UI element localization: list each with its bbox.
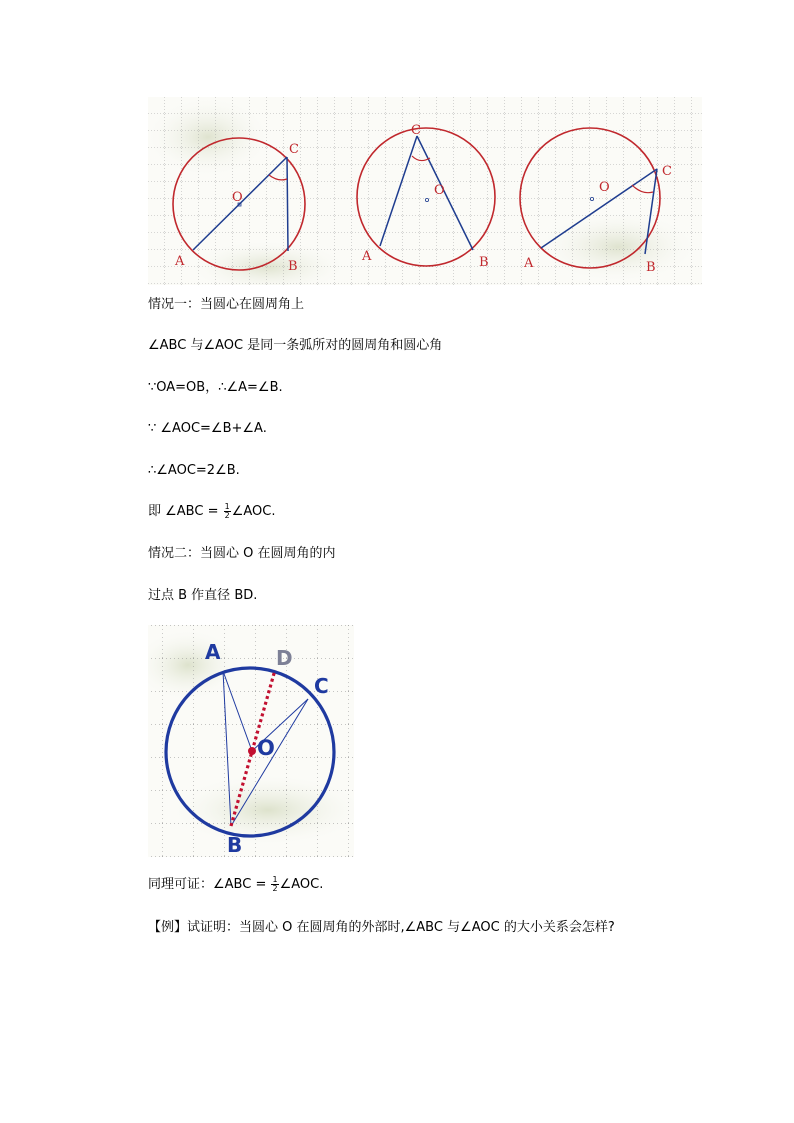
diameter-statement: 过点 B 作直径 BD. [148,588,258,603]
figure-diameter-bd [148,625,354,857]
label-o-2: O [434,183,445,198]
arc-statement: ∠ABC 与∠AOC 是同一条弧所对的圆周角和圆心角 [148,338,443,353]
case1-title: 情况一：当圆心在圆周角上 [148,297,305,312]
label-a: A [205,640,221,664]
same-suffix: ∠AOC. [279,877,324,892]
label-b-1: B [288,259,298,274]
label-o-1: O [232,190,243,205]
segment-cb-1 [287,157,288,251]
label-d: D [276,646,293,670]
aoc-2b-statement: ∴∠AOC=2∠B. [148,463,240,478]
fraction-half: $\frac{1}{2}$ [224,502,230,520]
same-proof-statement [148,875,323,895]
label-o-3: O [599,180,610,195]
case2-title: 情况二：当圆心 O 在圆周角的内 [148,546,336,561]
label-c: C [314,674,329,698]
label-c-3: C [662,164,672,179]
label-b-3: B [646,260,656,275]
oa-ob-statement: ∵OA=OB，∴∠A=∠B. [148,380,283,395]
label-a-1: A [175,254,185,269]
label-c-1: C [289,142,299,157]
ji-suffix: ∠AOC. [231,504,276,519]
label-b: B [227,833,243,857]
label-c-2: C [411,123,421,138]
label-a-3: A [524,256,534,271]
ji-statement [148,502,275,522]
fraction-half-2: $\frac{1}{2}$ [272,875,278,893]
example-question: 【例】试证明：当圆心 O 在圆周角的外部时,∠ABC 与∠AOC 的大小关系会怎样? [148,920,615,935]
ji-prefix: 即 ∠ABC = [148,504,219,519]
figure-diameter-bd-svg [148,625,354,857]
same-prefix: 同理可证：∠ABC = [148,877,267,892]
aoc-sum-statement: ∵ ∠AOC=∠B+∠A. [148,421,267,436]
label-a-2: A [362,249,372,264]
figure-circle-cases-svg [148,97,702,285]
label-o: O [257,736,275,760]
figure-circle-cases [148,97,702,285]
center-o-dot [248,747,256,755]
label-b-2: B [479,255,489,270]
